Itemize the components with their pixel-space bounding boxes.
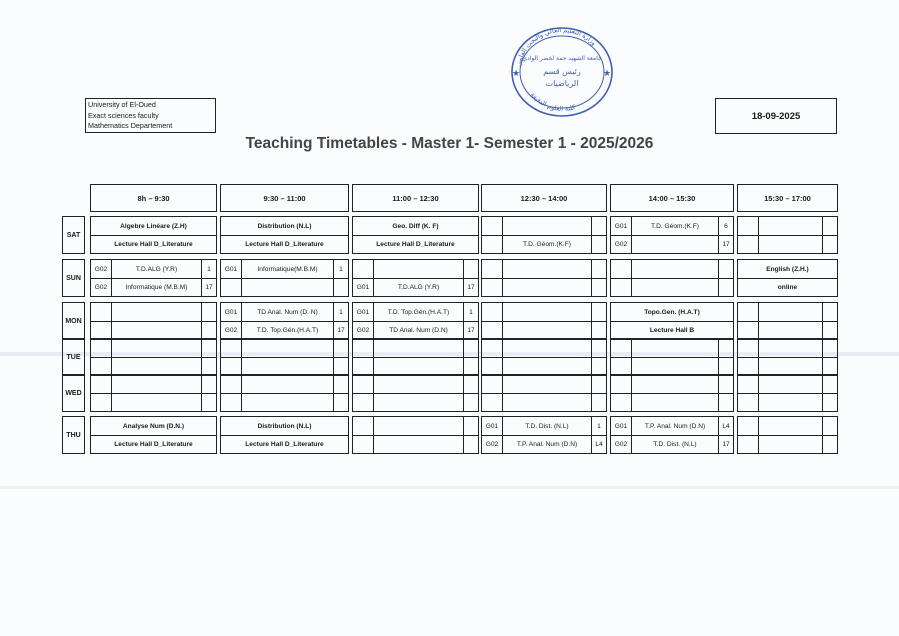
group-cell: G02 [352, 321, 374, 340]
session-cell [631, 374, 719, 394]
session-cell [241, 278, 334, 297]
session-cell [111, 338, 202, 358]
room-number-cell [463, 435, 479, 454]
group-cell: G01 [481, 416, 503, 436]
room-number-cell [333, 338, 349, 358]
session-cell [502, 338, 592, 358]
session-cell [502, 302, 592, 322]
room-number-cell [591, 374, 607, 394]
room-number-cell: 1 [463, 302, 479, 322]
room-number-cell [201, 393, 217, 412]
session-cell [111, 393, 202, 412]
room-number-cell: 6 [718, 216, 734, 236]
room-number-cell [333, 393, 349, 412]
session-cell: T.D. Dist. (N.L) [502, 416, 592, 436]
stamp-text-ministry: وزارة التعليم العالي والبحث العلمي [514, 25, 598, 68]
room-number-cell [591, 235, 607, 254]
group-cell [90, 393, 112, 412]
room-number-cell: 17 [463, 321, 479, 340]
group-cell: G02 [610, 235, 632, 254]
group-cell [737, 216, 759, 236]
room-number-cell [591, 338, 607, 358]
room-number-cell [463, 338, 479, 358]
room-number-cell [822, 302, 838, 322]
session-cell: T.D. Géom.(K.F) [631, 216, 719, 236]
group-cell [352, 435, 374, 454]
group-cell [90, 302, 112, 322]
session-cell: TD Anal. Num (D. N) [241, 302, 334, 322]
session-cell: T.D.ALG (Y.R) [111, 259, 202, 279]
time-slot-header: 9:30 – 11:00 [220, 184, 349, 212]
room-number-cell: L4 [718, 416, 734, 436]
room-number-cell [822, 216, 838, 236]
session-cell [111, 302, 202, 322]
room-number-cell: 17 [463, 278, 479, 297]
room-number-cell [591, 393, 607, 412]
room-number-cell [718, 374, 734, 394]
session-cell [502, 259, 592, 279]
session-cell [631, 278, 719, 297]
session-cell [373, 416, 464, 436]
room-number-cell [822, 338, 838, 358]
session-cell [758, 435, 823, 454]
group-cell: G02 [481, 435, 503, 454]
group-cell [481, 338, 503, 358]
day-label-sun: SUN [62, 259, 85, 297]
session-cell [758, 302, 823, 322]
room-number-cell [822, 435, 838, 454]
session-cell [373, 338, 464, 358]
room-cell: Lecture Hall D_Literature [220, 435, 349, 454]
course-cell: Distribution (N.L) [220, 216, 349, 236]
room-number-cell [591, 278, 607, 297]
session-cell [111, 374, 202, 394]
course-cell: English (Z.H.) [737, 259, 838, 279]
room-number-cell [463, 393, 479, 412]
day-label-thu: THU [62, 416, 85, 454]
session-cell: T.P. Anal. Num (D.N) [502, 435, 592, 454]
stamp-text-head: رئيس قسم [543, 67, 581, 76]
group-cell [737, 235, 759, 254]
session-cell: TD Anal. Num (D.N) [373, 321, 464, 340]
group-cell: G02 [90, 278, 112, 297]
room-cell: Lecture Hall D_Literature [352, 235, 479, 254]
session-cell [241, 393, 334, 412]
group-cell [481, 259, 503, 279]
group-cell [737, 435, 759, 454]
group-cell [352, 374, 374, 394]
group-cell: G01 [352, 302, 374, 322]
room-number-cell: 1 [201, 259, 217, 279]
group-cell [220, 374, 242, 394]
group-cell: G02 [220, 321, 242, 340]
stamp-star-icon: ★ [603, 68, 612, 78]
stamp-text-math: الرياضيات [545, 79, 579, 88]
group-cell [737, 338, 759, 358]
session-cell [758, 374, 823, 394]
session-cell [373, 435, 464, 454]
group-cell [352, 338, 374, 358]
session-cell [631, 393, 719, 412]
group-cell: G01 [352, 278, 374, 297]
group-cell: G01 [220, 259, 242, 279]
room-number-cell [463, 259, 479, 279]
group-cell [737, 393, 759, 412]
stamp-text-university: جامعة الشهيد حمة لخضر الوادي [522, 55, 602, 62]
group-cell [481, 278, 503, 297]
room-cell: Lecture Hall D_Literature [90, 235, 217, 254]
session-cell: T.D.ALG (Y.R) [373, 278, 464, 297]
document-date: 18-09-2025 [751, 110, 801, 122]
room-number-cell [463, 416, 479, 436]
room-number-cell: L4 [591, 435, 607, 454]
session-cell [758, 235, 823, 254]
room-cell: Lecture Hall D_Literature [220, 235, 349, 254]
session-cell: T.D. Top.Gén.(H.A.T) [373, 302, 464, 322]
room-number-cell [201, 338, 217, 358]
group-cell [220, 393, 242, 412]
session-cell [241, 374, 334, 394]
session-cell [631, 259, 719, 279]
group-cell [352, 416, 374, 436]
room-number-cell [333, 278, 349, 297]
course-cell: Topo.Gen. (H.A.T) [610, 302, 734, 322]
room-number-cell [718, 259, 734, 279]
session-cell [758, 393, 823, 412]
room-number-cell [201, 374, 217, 394]
session-cell [502, 278, 592, 297]
session-cell [631, 338, 719, 358]
day-label-mon: MON [62, 302, 85, 340]
room-number-cell [591, 302, 607, 322]
room-number-cell [201, 302, 217, 322]
session-cell [241, 338, 334, 358]
course-cell: Geo. Diff (K. F) [352, 216, 479, 236]
room-cell: online [737, 278, 838, 297]
room-number-cell [718, 338, 734, 358]
session-cell: T.P. Anal. Num (D.N) [631, 416, 719, 436]
time-slot-header: 11:00 – 12:30 [352, 184, 479, 212]
room-number-cell [822, 374, 838, 394]
time-slot-header: 14:00 – 15:30 [610, 184, 734, 212]
group-cell [90, 338, 112, 358]
group-cell [481, 393, 503, 412]
group-cell [220, 338, 242, 358]
room-number-cell: 17 [333, 321, 349, 340]
course-cell: Algebre Linéare (Z.H) [90, 216, 217, 236]
faculty-name: Exact sciences faculty [88, 110, 159, 120]
time-slot-header: 8h – 9:30 [90, 184, 217, 212]
group-cell [90, 374, 112, 394]
room-cell: Lecture Hall B [610, 321, 734, 340]
session-cell [758, 338, 823, 358]
group-cell [610, 259, 632, 279]
day-label-wed: WED [62, 374, 85, 412]
room-number-cell [718, 393, 734, 412]
session-cell [758, 416, 823, 436]
session-cell [502, 216, 592, 236]
room-number-cell: 1 [591, 416, 607, 436]
course-cell: Analyse Num (D.N.) [90, 416, 217, 436]
session-cell [373, 374, 464, 394]
room-number-cell [591, 259, 607, 279]
group-cell: G01 [610, 416, 632, 436]
room-number-cell [591, 216, 607, 236]
room-number-cell: 17 [201, 278, 217, 297]
stamp-star-icon: ★ [512, 68, 521, 78]
group-cell: G01 [610, 216, 632, 236]
room-number-cell: 17 [718, 235, 734, 254]
group-cell [352, 393, 374, 412]
room-number-cell: 1 [333, 302, 349, 322]
department-name: Mathematics Departement [88, 121, 173, 131]
group-cell [737, 374, 759, 394]
group-cell: G02 [610, 435, 632, 454]
session-cell [502, 374, 592, 394]
time-slot-header: 12:30 – 14:00 [481, 184, 607, 212]
group-cell [220, 278, 242, 297]
session-cell: Informatique(M.B.M) [241, 259, 334, 279]
session-cell [631, 235, 719, 254]
room-number-cell: 1 [333, 259, 349, 279]
room-number-cell [333, 374, 349, 394]
university-name: University of El-Oued [88, 100, 156, 109]
session-cell: T.D. Dist. (N.L) [631, 435, 719, 454]
session-cell [502, 393, 592, 412]
course-cell: Distribution (N.L) [220, 416, 349, 436]
session-cell [373, 259, 464, 279]
room-number-cell [463, 374, 479, 394]
page-title: Teaching Timetables - Master 1- Semester 1 - 2025/2026 [245, 135, 654, 152]
room-number-cell [822, 416, 838, 436]
group-cell: G01 [220, 302, 242, 322]
group-cell [481, 374, 503, 394]
group-cell [352, 259, 374, 279]
session-cell [758, 216, 823, 236]
group-cell [481, 302, 503, 322]
day-label-tue: TUE [62, 338, 85, 376]
time-slot-header: 15:30 – 17:00 [737, 184, 838, 212]
stamp-text-faculty: كلية العلوم الدقيقة [528, 90, 577, 113]
day-label-sat: SAT [62, 216, 85, 254]
room-number-cell [822, 235, 838, 254]
session-cell: T.D. Top.Gén.(H.A.T) [241, 321, 334, 340]
session-cell: T.D. Géom.(K.F) [502, 235, 592, 254]
group-cell [737, 416, 759, 436]
room-number-cell [822, 393, 838, 412]
group-cell [610, 393, 632, 412]
room-cell: Lecture Hall D_Literature [90, 435, 217, 454]
group-cell [737, 302, 759, 322]
group-cell [610, 278, 632, 297]
group-cell [481, 216, 503, 236]
group-cell: G02 [90, 259, 112, 279]
session-cell [373, 393, 464, 412]
session-cell: Informatique (M.B.M) [111, 278, 202, 297]
group-cell [610, 374, 632, 394]
group-cell [610, 338, 632, 358]
group-cell [481, 235, 503, 254]
room-number-cell: 17 [718, 435, 734, 454]
room-number-cell [718, 278, 734, 297]
